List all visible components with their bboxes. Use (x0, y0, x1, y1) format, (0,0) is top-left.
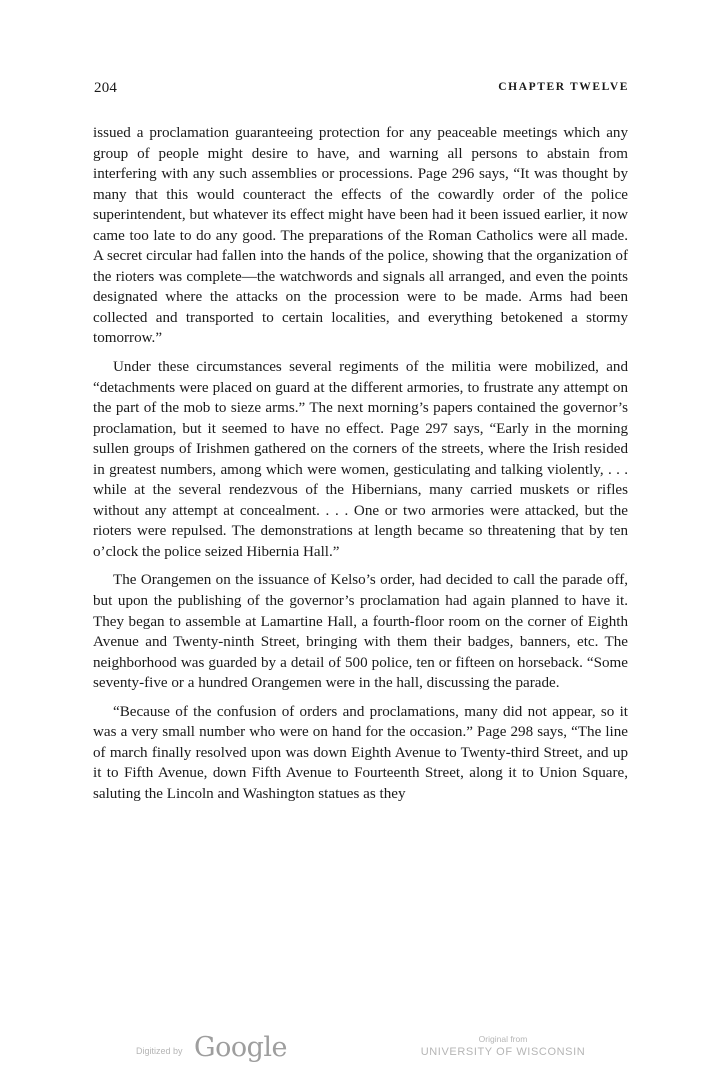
page-number: 204 (94, 80, 118, 96)
paragraph-1: issued a proclamation guaranteeing protection for any peaceable meetings which any group of people might desire to have, and warning all persons to abstain from interfering with any such assemblies or processions. Page 296 says, “It was thought by many that this would counteract the effects of the cowardly order of the police superintendent, but whatever its effect might have been had it been issued earlier, it now came too late to do any good. The preparations of the Roman Catholics were all made. A secret circular had fallen into the hands of the police, showing that the organization of the rioters was complete—the watchwords and signals all arranged, and even the points designated where the attacks on the procession were to be made. Arms had been collected and transported to certain localities, and everything betokened a stormy tomorrow.” (93, 125, 628, 347)
paragraph-2: Under these circumstances several regiments of the militia were mobilized, and “detachments were placed on guard at the different armories, to frustrate any attempt on the part of the mob to sieze arms.” The next morning’s papers contained the governor’s proclamation, but it seemed to have no effect. Page 297 says, “Early in the morning sullen groups of Irishmen gathered on the corners of the streets, where the Irish resided in greatest numbers, among which were women, gesticulating and talking violently, . . . while at the several rendezvous of the Hibernians, many carried muskets or rifles without any attempt at concealment. . . . One or two armories were attacked, but the rioters were repulsed. The demonstrations at length became so threatening that by ten o’clock the police seized Hibernia Hall.” (93, 359, 628, 560)
chapter-title: CHAPTER TWELVE (498, 81, 629, 93)
source-library-name: UNIVERSITY OF WISCONSIN (420, 1046, 586, 1058)
body-text (93, 123, 628, 805)
paragraph-4: “Because of the confusion of orders and proclamations, many did not appear, so it was a very small number who were on hand for the occasion.” Page 298 says, “The line of march finally resolved upon was down Eighth Avenue to Twenty-third Street, and up it to Fifth Avenue, down Fifth Avenue to Fourteenth Street, along it to Union Square, saluting the Lincoln and Washington statues as they (93, 703, 628, 802)
original-from-watermark (408, 1034, 598, 1068)
google-logo: Google (194, 1032, 287, 1063)
original-from-label: Original from (478, 1034, 528, 1044)
paragraph-3: The Orangemen on the issuance of Kelso’s order, had decided to call the parade off, but upon the publishing of the governor’s proclamation had again planned to have it. They began to assemble at Lamartine Hall, a fourth-floor room on the corner of Eighth Avenue and Twenty-ninth Street, bringing with them their badges, banners, etc. The neighborhood was guarded by a detail of 500 police, ten or fifteen on horseback. “Some seventy-five or a hundred Orangemen were in the hall, discussing the parade. (93, 572, 628, 692)
running-head (94, 80, 629, 102)
digitized-by-label: Digitized by (136, 1046, 183, 1056)
digitized-by-watermark (136, 1032, 306, 1068)
